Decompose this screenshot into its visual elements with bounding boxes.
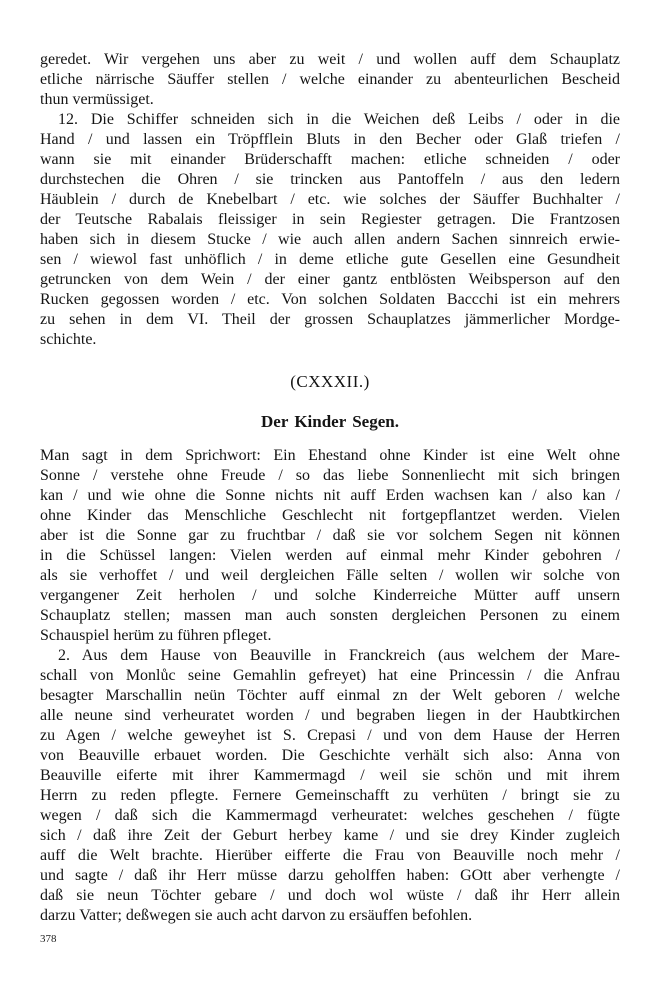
text-line: geredet. Wir vergehen uns aber zu weit / und wollen auff dem Schauplatz	[40, 51, 620, 68]
text-line: zu sehen in dem VI. Theil der grossen Schauplatzes jämmerlicher Mordge-	[40, 311, 620, 328]
text-line: sen / wiewol fast unhöflich / in deme etliche gute Gesellen eine Gesundheit	[40, 251, 620, 268]
text-line: sich / daß ihre Zeit der Geburt herbey kame / und sie drey Kinder zugleich	[40, 827, 620, 844]
text-line: etliche närrische Säuffer stellen / welche einander zu abenteurlichen Bescheid	[40, 71, 620, 88]
text-line: darzu Vatter; deßwegen sie auch acht darvon zu ersäuffen befohlen.	[40, 907, 473, 924]
text-line: wann sie mit einander Brüderschafft machen: etliche schneiden / oder	[40, 151, 620, 168]
text-line: Rucken gegossen worden / etc. Von solchen Soldaten Baccchi ist ein mehrers	[40, 291, 620, 308]
text-line: zu Agen / welche geweyhet ist S. Crepasi / und von dem Hause der Herren	[40, 727, 620, 744]
text-line: als sie verhoffet / und weil dergleichen Fälle selten / wollen wir solche von	[40, 567, 620, 584]
text-line: in die Schüssel langen: Vielen werden auf einmal mehr Kinder gebohren /	[40, 547, 620, 564]
text-line: aber ist die Sonne gar zu fruchtbar / daß sie vor solchem Segen nit können	[40, 527, 620, 544]
text-line: und sagte / daß ihr Herr müsse darzu geholffen haben: GOtt aber verhengte /	[40, 867, 620, 884]
page-number: 378	[40, 933, 57, 945]
text-line: wegen / daß sich die Kammermagd verheuratet: welches geschehen / fügte	[40, 807, 620, 824]
text-line: thun vermüssiget.	[40, 91, 154, 108]
text-line: alle neune sind verheuratet worden / und begraben liegen in der Haubtkirchen	[40, 707, 620, 724]
text-line: 12. Die Schiffer schneiden sich in die Weichen deß Leibs / oder in die	[58, 111, 620, 128]
page-text	[40, 50, 620, 946]
chapter-title: Der Kinder Segen.	[261, 412, 399, 431]
text-line: daß sie neun Töchter gebare / und doch wol wüste / daß ihr Herr allein	[40, 887, 620, 904]
text-line: haben sich in diesem Stucke / wie auch allen andern Sachen sinnreich erwie-	[40, 231, 620, 248]
text-line: getruncken von dem Wein / der einer gantz entblösten Weibsperson auf den	[40, 271, 620, 288]
chapter-number-heading: (CXXXII.)	[290, 372, 370, 391]
text-line: Schauspiel herüm zu führen pfleget.	[40, 627, 272, 644]
text-line: von Beauville erbauet worden. Die Geschichte verhält sich also: Anna von	[40, 747, 620, 764]
text-line: vergangener Zeit herholen / und solche Kinderreiche Mütter auff unsern	[40, 587, 620, 604]
paragraph	[40, 446, 620, 646]
text-line: Hand / und lassen ein Tröpfflein Bluts in den Becher oder Glaß triefen /	[40, 131, 620, 148]
text-line: Häublein / durch de Knebelbart / etc. wie solches der Säuffer Buchhalter /	[40, 191, 620, 208]
text-line: Man sagt in dem Sprichwort: Ein Ehestand ohne Kinder ist eine Welt ohne	[40, 447, 620, 464]
text-line: kan / und wie ohne die Sonne nichts nit auff Erden wachsen kan / also kan /	[40, 487, 620, 504]
paragraph	[40, 646, 620, 926]
text-line: schall von Monlůc seine Gemahlin gefreyet) hat eine Princessin / die Anfrau	[40, 667, 620, 684]
paragraph	[40, 110, 620, 350]
text-line: der Teutsche Rabalais fleissiger in sein Regiester getragen. Die Frantzosen	[40, 211, 620, 228]
text-line: Beauville eiferte mit ihrer Kammermagd / weil sie schön und mit ihrem	[40, 767, 620, 784]
text-line: durchstechen die Ohren / sie trincken aus Pantoffeln / aus den ledern	[40, 171, 620, 188]
paragraph	[40, 50, 620, 110]
text-line: Schauplatz stellen; massen man auch sonsten dergleichen Personen zu einem	[40, 607, 620, 624]
text-line: ohne Kinder das Menschliche Geschlecht nit fortgepflantzet werden. Vielen	[40, 507, 620, 524]
text-line: Herrn zu reden pflegte. Fernere Gemeinschafft zu verhüten / bringt sie zu	[40, 787, 620, 804]
text-line: auff die Welt brachte. Hierüber eifferte die Frau von Beauville noch mehr /	[40, 847, 620, 864]
text-line: 2. Aus dem Hause von Beauville in Franckreich (aus welchem der Mare-	[58, 647, 620, 664]
text-line: Sonne / verstehe ohne Freude / so das liebe Sonnenliecht mit sich bringen	[40, 467, 620, 484]
text-line: schichte.	[40, 331, 97, 348]
text-line: besagter Marschallin neün Töchter auff einmal zn der Welt geboren / welche	[40, 687, 620, 704]
